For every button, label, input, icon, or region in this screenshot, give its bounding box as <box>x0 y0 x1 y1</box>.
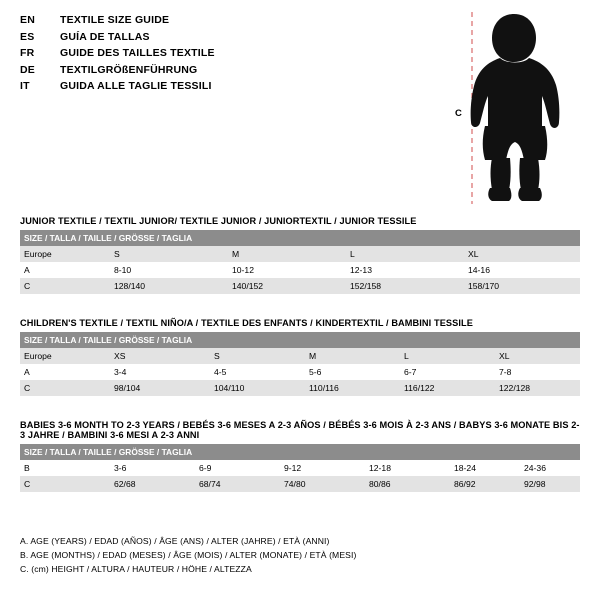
row-label: A <box>20 364 110 380</box>
language-code: IT <box>20 80 30 92</box>
value-cell: 12-13 <box>346 262 464 278</box>
table-row <box>20 364 580 380</box>
table-row <box>20 278 580 294</box>
value-cell: 12-18 <box>365 460 450 476</box>
size-cell: S <box>210 348 305 364</box>
value-cell: 4-5 <box>210 364 305 380</box>
row-label: B <box>20 460 110 476</box>
section-title: CHILDREN'S TEXTILE / TEXTIL NIÑO/A / TEXTILE DES ENFANTS / KINDERTEXTIL / BAMBINI TESSILE <box>20 318 473 328</box>
table-row <box>20 262 580 278</box>
table-row <box>20 476 580 492</box>
size-cell: L <box>400 348 495 364</box>
row-label: C <box>20 476 110 492</box>
table-header-row <box>20 230 580 246</box>
value-cell: 3-4 <box>110 364 210 380</box>
row-label: C <box>20 278 110 294</box>
section-children <box>20 318 580 396</box>
size-header-label: SIZE / TALLA / TAILLE / GRÖSSE / TAGLIA <box>20 444 580 460</box>
language-code: ES <box>20 30 35 43</box>
table-header-row <box>20 332 580 348</box>
legend <box>20 536 580 578</box>
section-junior <box>20 216 580 294</box>
value-cell: 104/110 <box>210 380 305 396</box>
table-row <box>20 348 580 364</box>
value-cell: 5-6 <box>305 364 400 380</box>
language-title: GUIDA ALLE TAGLIE TESSILI <box>60 80 212 92</box>
value-cell: 8-10 <box>110 262 228 278</box>
value-cell: 6-9 <box>195 460 280 476</box>
value-cell: 6-7 <box>400 364 495 380</box>
section-babies <box>20 420 580 492</box>
value-cell: 68/74 <box>195 476 280 492</box>
children-size-table <box>20 332 580 396</box>
language-row <box>20 80 440 92</box>
babies-size-table <box>20 444 580 492</box>
row-label: Europe <box>20 348 110 364</box>
value-cell: 7-8 <box>495 364 580 380</box>
value-cell: 9-12 <box>280 460 365 476</box>
language-row <box>20 64 440 76</box>
toddler-silhouette-icon <box>452 8 592 208</box>
size-cell: XL <box>464 246 580 262</box>
value-cell: 14-16 <box>464 262 580 278</box>
junior-size-table <box>20 230 580 294</box>
language-row <box>20 47 440 59</box>
value-cell: 62/68 <box>110 476 195 492</box>
size-cell: S <box>110 246 228 262</box>
measure-label-c: C <box>455 108 462 119</box>
value-cell: 110/116 <box>305 380 400 396</box>
section-title: BABIES 3-6 MONTH TO 2-3 YEARS / BEBÉS 3-6 MESES A 2-3 AÑOS / BÉBÉS 3-6 MOIS À 2-3 ANS / BABYS 3-6 MONATE BIS 2-3 JAHRE / BAMBINI 3-6 MESI A 2-3 ANNI <box>20 420 580 440</box>
language-row <box>20 31 440 43</box>
value-cell: 92/98 <box>520 476 580 492</box>
legend-line-b: B. AGE (MONTHS) / EDAD (MESES) / ÂGE (MOIS) / ALTER (MONATE) / ETÀ (MESI) <box>20 550 357 560</box>
size-cell: M <box>305 348 400 364</box>
size-cell: XS <box>110 348 210 364</box>
size-header-label: SIZE / TALLA / TAILLE / GRÖSSE / TAGLIA <box>20 332 580 348</box>
size-cell: L <box>346 246 464 262</box>
value-cell: 152/158 <box>346 278 464 294</box>
row-label: C <box>20 380 110 396</box>
table-row <box>20 380 580 396</box>
table-header-row <box>20 444 580 460</box>
value-cell: 86/92 <box>450 476 520 492</box>
language-code: EN <box>20 14 35 26</box>
row-label: Europe <box>20 246 110 262</box>
value-cell: 140/152 <box>228 278 346 294</box>
size-cell: M <box>228 246 346 262</box>
legend-line-c: C. (cm) HEIGHT / ALTURA / HAUTEUR / HÖHE / ALTEZZA <box>20 564 252 574</box>
language-title: GUIDE DES TAILLES TEXTILE <box>60 47 215 59</box>
size-cell: XL <box>495 348 580 364</box>
language-row <box>20 14 440 26</box>
legend-line-a: A. AGE (YEARS) / EDAD (AÑOS) / ÂGE (ANS) / ALTER (JAHRE) / ETÀ (ANNI) <box>20 536 330 546</box>
value-cell: 116/122 <box>400 380 495 396</box>
language-code: DE <box>20 63 35 76</box>
value-cell: 18-24 <box>450 460 520 476</box>
size-header-label: SIZE / TALLA / TAILLE / GRÖSSE / TAGLIA <box>20 230 580 246</box>
value-cell: 24-36 <box>520 460 580 476</box>
language-code: FR <box>20 47 35 59</box>
value-cell: 98/104 <box>110 380 210 396</box>
value-cell: 128/140 <box>110 278 228 294</box>
value-cell: 74/80 <box>280 476 365 492</box>
section-title: JUNIOR TEXTILE / TEXTIL JUNIOR/ TEXTILE JUNIOR / JUNIORTEXTIL / JUNIOR TESSILE <box>20 216 417 226</box>
value-cell: 3-6 <box>110 460 195 476</box>
value-cell: 10-12 <box>228 262 346 278</box>
row-label: A <box>20 262 110 278</box>
table-row <box>20 460 580 476</box>
value-cell: 80/86 <box>365 476 450 492</box>
value-cell: 158/170 <box>464 278 580 294</box>
value-cell: 122/128 <box>495 380 580 396</box>
language-title: GUÍA DE TALLAS <box>60 30 150 43</box>
table-row <box>20 246 580 262</box>
language-title-list <box>20 14 440 97</box>
language-title: TEXTILGRÖßENFÜHRUNG <box>60 63 198 76</box>
language-title: TEXTILE SIZE GUIDE <box>60 14 170 26</box>
